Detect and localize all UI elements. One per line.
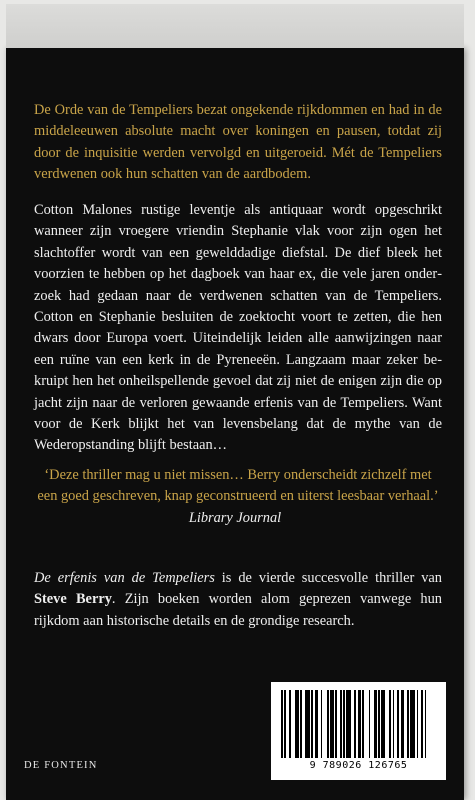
intro-paragraph: De Orde van de Tempeliers bezat ongekende rijkdommen en had in de middeleeuwen absolute macht over koningen en pausen, totdat zij door de inquisitie werden vervolgd en uitgeroeid. Mét de Tempeliers verdwenen ook hun schatten van de aardbodem.	[34, 102, 442, 183]
review-source: Library Journal	[188, 510, 282, 526]
author-paragraph	[34, 568, 442, 632]
publisher-name: DE FONTEIN	[24, 760, 98, 771]
book-back-cover	[6, 48, 464, 800]
book-title: De erfenis van de Tempeliers	[34, 570, 215, 586]
synopsis-paragraph: Cotton Malones rustige leventje als antiquaar wordt opgeschrikt wanneer zijn vroegere vriendin Stephanie vlak voor zijn ogen het slachtoffer wordt van een gewelddadige diefstal. De dief bleek het voorzien te hebben op het dagboek van haar ex, die vele jaren onderzoek had gedaan naar de verdwenen schatten van de Tempeliers. Cotton en Stephanie besluiten de zoektocht voort te zetten, die hen dwars door Europa voert. Uiteindelijk leiden alle aanwijzingen naar een ruïne van een kerk in de Pyreneeën. Langzaam maar zeker bekruipt hen het onheilspellende gevoel dat zij niet de enigen zijn die op jacht zijn naar de verloren gewaande erfenis van de Tempeliers. Want voor de Kerk blijkt het van levensbelang dat de mythe van de Wederopstanding blijft bestaan…	[34, 202, 442, 454]
barcode-bars	[281, 690, 436, 758]
review-quote: ‘Deze thriller mag u niet missen… Berry onderscheidt zichzelf met een goed geschreven, knap geconstrueerd en uiterst leesbaar verhaal.’	[37, 467, 439, 505]
isbn-number: 9 789026 126765	[309, 760, 408, 771]
author-name: Steve Berry	[34, 591, 112, 608]
isbn-barcode	[271, 682, 446, 780]
author-text-end: . Zijn boeken worden alom geprezen vanwege hun rijkdom aan historische details en de grondige research.	[34, 591, 442, 629]
barcode-stripe	[426, 690, 428, 758]
author-text-mid: is de vierde succesvolle thriller van	[214, 570, 442, 586]
